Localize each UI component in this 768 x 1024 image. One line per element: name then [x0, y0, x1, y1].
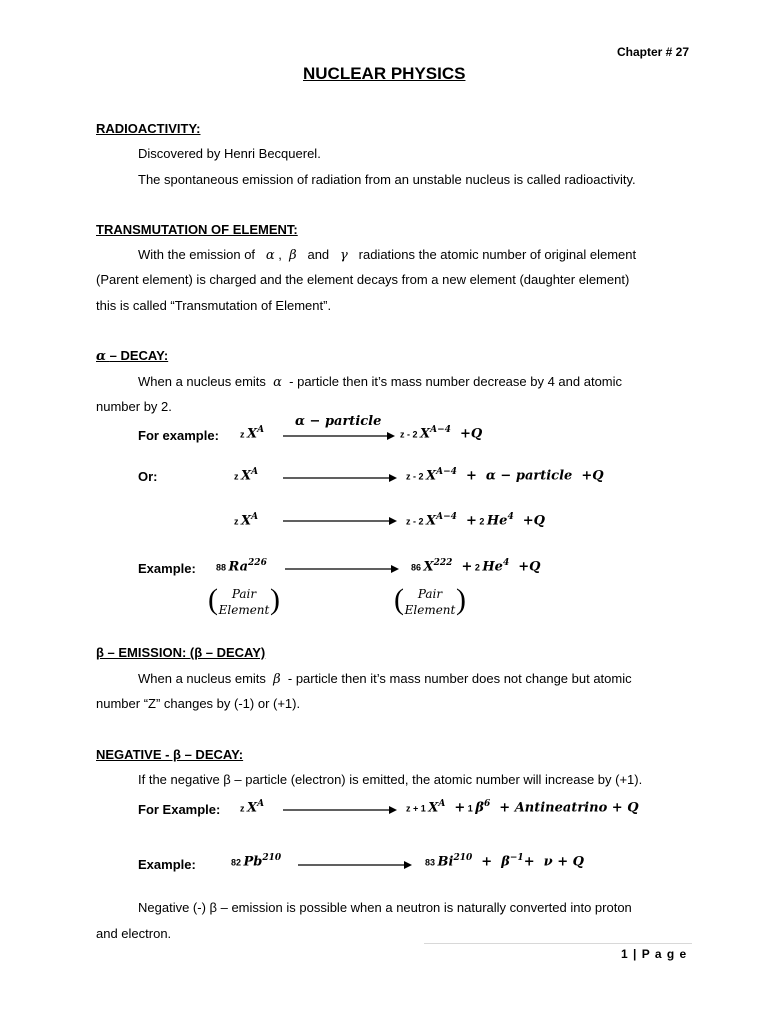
- example-label: Example:: [138, 857, 196, 872]
- paragraph-text: When a nucleus emits α - particle then it’s mass number decrease by 4 and atomic: [138, 374, 623, 390]
- heading-text: – DECAY:: [109, 348, 169, 363]
- section-heading-negative-beta-decay: NEGATIVE - β – DECAY:: [96, 747, 244, 762]
- pair-element-annotation: ( Pair Element ): [394, 583, 466, 617]
- equation-term: z - 2 $X^{A-4} + \alpha$ − particle +Q: [406, 467, 604, 484]
- equation-term: z $X^A$: [234, 467, 259, 484]
- paragraph-text: number by 2.: [96, 399, 172, 414]
- paragraph-text: With the emission of α , β and γ radiations the atomic number of original element: [138, 247, 637, 263]
- reaction-arrow: [285, 565, 399, 573]
- paragraph-text: and electron.: [96, 926, 172, 941]
- section-heading-beta-emission: β – EMISSION: (β – DECAY): [96, 645, 266, 660]
- or-label: Or:: [138, 469, 158, 484]
- page-label: | P a g e: [633, 947, 688, 961]
- equation-term: z $X^A$: [234, 512, 259, 529]
- for-example-label: For Example:: [138, 802, 221, 817]
- equation-term: z $X^A$: [240, 425, 265, 442]
- reaction-arrow: [298, 861, 412, 869]
- arrow-label: α − particle: [295, 414, 382, 429]
- reaction-arrow: [283, 474, 397, 482]
- paragraph-text-part: When a nucleus emits: [138, 374, 266, 389]
- antineutrino-term: Antineatrino: [514, 800, 608, 816]
- page-title: NUCLEAR PHYSICS: [303, 64, 466, 83]
- section-heading-transmutation: TRANSMUTATION OF ELEMENT:: [96, 222, 298, 237]
- for-example-label: For example:: [138, 428, 219, 443]
- footer-divider: [424, 943, 692, 944]
- paragraph-text: When a nucleus emits β - particle then it’s mass number does not change but atomic: [138, 671, 632, 687]
- alpha-symbol: α: [96, 349, 107, 364]
- paragraph-text: (Parent element) is charged and the element decays from a new element (daughter element): [96, 272, 630, 287]
- chapter-label: Chapter # 27: [617, 45, 690, 59]
- paragraph-text-part: radiations the atomic number of original element: [358, 247, 637, 262]
- equation-term: 83 $Bi^{210} + \beta^{-1}+ \nu + Q$: [425, 853, 584, 870]
- paragraph-text-part: - particle then it’s mass number does not change but atomic: [287, 671, 632, 686]
- reaction-arrow: [283, 806, 397, 814]
- section-heading-radioactivity: RADIOACTIVITY:: [96, 121, 201, 136]
- annotation-text: Pair: [231, 587, 257, 601]
- equation-term: z - 2 $X^{A-4} +Q$: [400, 425, 483, 442]
- pair-element-annotation: ( Pair Element ): [208, 583, 280, 617]
- equation-term: 82 Pb$^{210}$: [231, 853, 282, 870]
- paragraph-text: If the negative β – particle (electron) is emitted, the atomic number will increase by (+1).: [138, 772, 643, 787]
- paragraph-text: Negative (-) β – emission is possible when a neutron is naturally converted into proton: [138, 900, 632, 915]
- equation-term: z - 2 $X^{A-4} + 2$ He$^4$ +Q: [406, 512, 545, 529]
- paragraph-text-part: When a nucleus emits: [138, 671, 266, 686]
- equation-term: 88 Ra$^{226}$: [216, 558, 267, 575]
- paragraph-text: this is called “Transmutation of Element”.: [96, 298, 332, 313]
- paragraph-text-part: - particle then it’s mass number decrease by 4 and atomic: [289, 374, 623, 389]
- page-number: 1: [621, 947, 629, 961]
- paragraph-text: The spontaneous emission of radiation from an unstable nucleus is called radioactivity.: [138, 172, 636, 187]
- equation-term: z $X^A$: [240, 799, 265, 816]
- reaction-arrow: [283, 432, 395, 440]
- section-heading-alpha-decay: [96, 348, 168, 364]
- example-label: Example:: [138, 561, 196, 576]
- page-footer: [621, 947, 687, 961]
- equation-term: z + 1 $X^A + 1$ $\beta^6$ + Antineatrino + Q: [406, 799, 639, 816]
- paragraph-text: Discovered by Henri Becquerel.: [138, 146, 321, 161]
- annotation-text: Element: [404, 603, 456, 617]
- paragraph-text-part: With the emission of: [138, 247, 256, 262]
- reaction-arrow: [283, 517, 397, 525]
- annotation-text: Pair: [417, 587, 443, 601]
- annotation-text: Element: [218, 603, 270, 617]
- equation-term: 86 $X^{222} + 2$ He$^4$ +Q: [411, 558, 541, 575]
- paragraph-text: number “Z” changes by (-1) or (+1).: [96, 696, 301, 711]
